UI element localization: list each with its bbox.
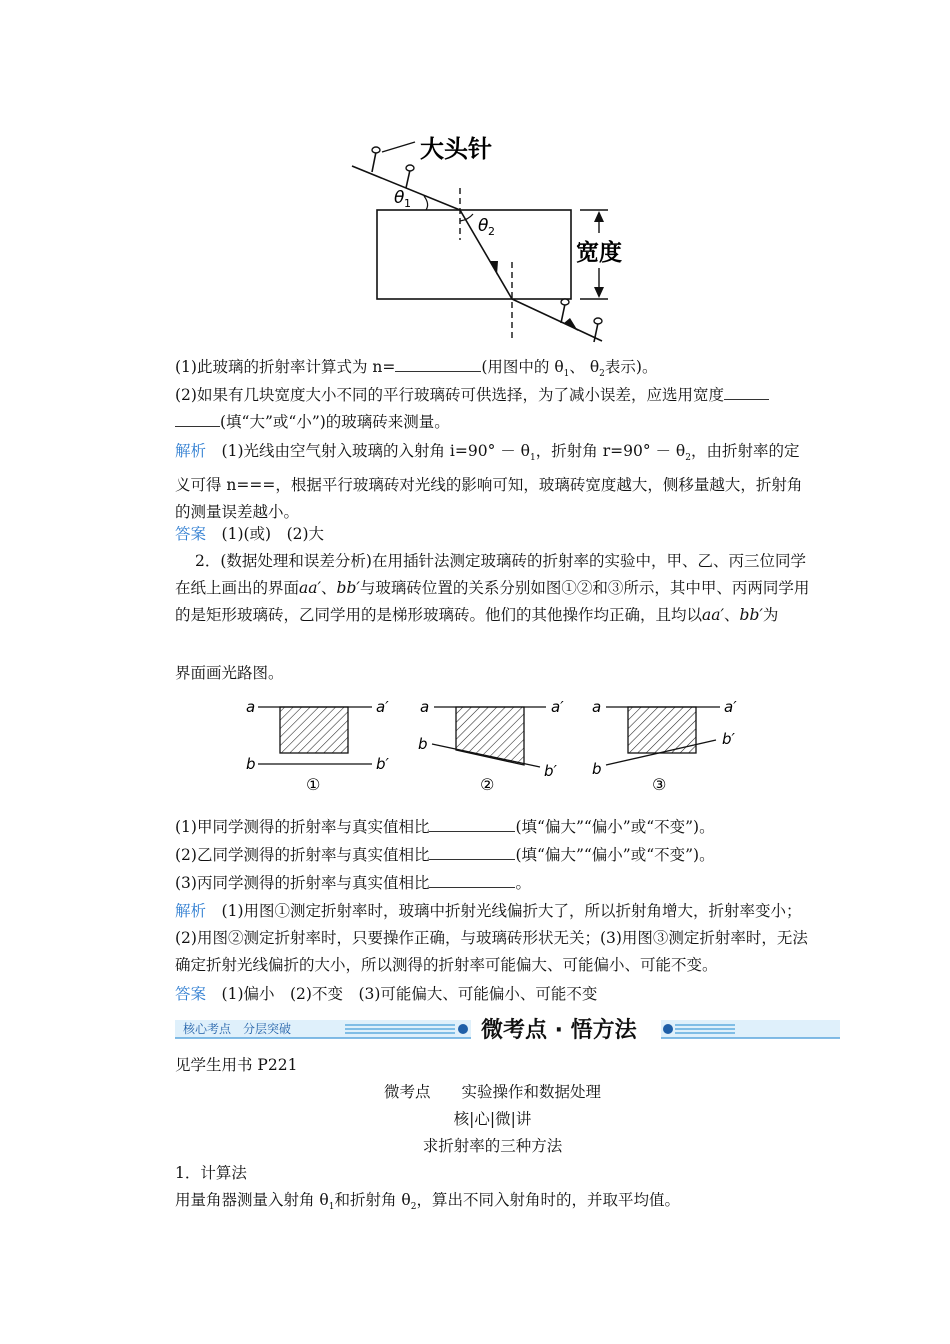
answer-label: 答案 bbox=[175, 525, 207, 543]
svg-text:a′: a′ bbox=[551, 698, 564, 716]
q2-sub1: (1)甲同学测得的折射率与真实值相比 (填“偏大”“偏小”或“不变”)。 bbox=[175, 818, 715, 836]
banner-title: 微考点 · 悟方法 bbox=[481, 1018, 637, 1043]
section-subtitle: 核|心|微|讲 bbox=[453, 1110, 532, 1128]
figure-2 bbox=[418, 698, 564, 794]
svg-text:a′: a′ bbox=[376, 698, 389, 716]
svg-text:b′: b′ bbox=[544, 762, 557, 780]
svg-text:a: a bbox=[246, 698, 256, 716]
pin-icon bbox=[561, 299, 569, 323]
width-label: 宽度 bbox=[576, 240, 622, 266]
q2-sub3: (3)丙同学测得的折射率与真实值相比 。 bbox=[175, 874, 531, 892]
figure-1 bbox=[246, 698, 390, 794]
section-banner bbox=[175, 1012, 840, 1046]
q1-analysis: 解析 (1)光线由空气射入玻璃的入射角 $i=90^\circ - \theta_1$，折射角 $r=90^\circ - \theta_2$，由折射率的定义可得 n===，根据平行玻璃砖对光线的影响可知，玻璃砖宽度越大，侧移量越大，折射角的测量误差越小。 bbox=[175, 442, 803, 522]
q1-answer: 答案 (1)(或) (2)大 bbox=[175, 525, 325, 543]
q1-part1: (1)此玻璃的折射率计算式为 n= (用图中的 $\theta_1$、 $\theta_2$表示)。 bbox=[175, 358, 658, 380]
analysis-label: 解析 bbox=[175, 902, 207, 920]
q2-intro: 2．(数据处理和误差分析)在用插针法测定玻璃砖的折射率的实验中，甲、乙、丙三位同学在纸上画出的界面aa′、bb′与玻璃砖位置的关系分别如图①②和③所示，其中甲、丙两同学用的是矩形玻璃砖，乙同学用的是梯形玻璃砖。他们的其他操作均正确，且均以aa′、bb′为 bbox=[175, 552, 810, 624]
method-1-title: 1．计算法 bbox=[175, 1164, 247, 1182]
reference-note: 见学生用书 P221 bbox=[175, 1056, 298, 1074]
theta2-label: θ bbox=[478, 216, 489, 236]
banner-left-text: 核心考点 分层突破 bbox=[183, 1022, 292, 1036]
theta1-sub: 1 bbox=[404, 197, 411, 210]
svg-text:b′: b′ bbox=[376, 755, 389, 773]
pin-label: 大头针 bbox=[420, 135, 492, 163]
section-title: 微考点 实验操作和数据处理 bbox=[383, 1083, 601, 1101]
pin-icon bbox=[406, 165, 414, 188]
svg-text:b: b bbox=[246, 755, 256, 773]
q2-answer: 答案 (1)偏小 (2)不变 (3)可能偏大、可能偏小、可能不变 bbox=[175, 985, 598, 1003]
answer-label: 答案 bbox=[175, 985, 207, 1003]
figure-1-number: ① bbox=[306, 775, 321, 794]
q2-intro-tail: 界面画光路图。 bbox=[175, 664, 284, 682]
svg-text:a′: a′ bbox=[724, 698, 737, 716]
svg-text:b: b bbox=[592, 760, 602, 778]
interface-figures bbox=[240, 692, 750, 797]
figure-3 bbox=[592, 698, 737, 794]
svg-text:a: a bbox=[420, 698, 430, 716]
theta2-sub: 2 bbox=[488, 225, 495, 238]
method-1-text: 用量角器测量入射角 $\theta_1$和折射角 $\theta_2$，算出不同入射角时的，并取平均值。 bbox=[175, 1191, 681, 1213]
theta1-label: θ bbox=[394, 188, 405, 208]
analysis-label: 解析 bbox=[175, 442, 207, 460]
q2-analysis: 解析 (1)用图①测定折射率时，玻璃中折射光线偏折大了，所以折射角增大，折射率变小；(2)用图②测定折射率时，只要操作正确，与玻璃砖形状无关；(3)用图③测定折射率时，无法确定折射光线偏折的大小，所以测得的折射率可能偏大、可能偏小、可能不变。 bbox=[175, 902, 808, 974]
refraction-figure bbox=[340, 130, 650, 345]
q1-part2: (2)如果有几块宽度大小不同的平行玻璃砖可供选择，为了减小误差，应选用宽度 (填“大”或“小”)的玻璃砖来测量。 bbox=[175, 382, 810, 436]
pin-icon bbox=[372, 147, 380, 172]
figure-3-number: ③ bbox=[652, 775, 667, 794]
figure-2-number: ② bbox=[480, 775, 495, 794]
section-heading: 求折射率的三种方法 bbox=[422, 1137, 563, 1155]
q2-sub2: (2)乙同学测得的折射率与真实值相比 (填“偏大”“偏小”或“不变”)。 bbox=[175, 846, 715, 864]
svg-text:b′: b′ bbox=[722, 730, 735, 748]
svg-text:b: b bbox=[418, 735, 428, 753]
svg-text:a: a bbox=[592, 698, 602, 716]
